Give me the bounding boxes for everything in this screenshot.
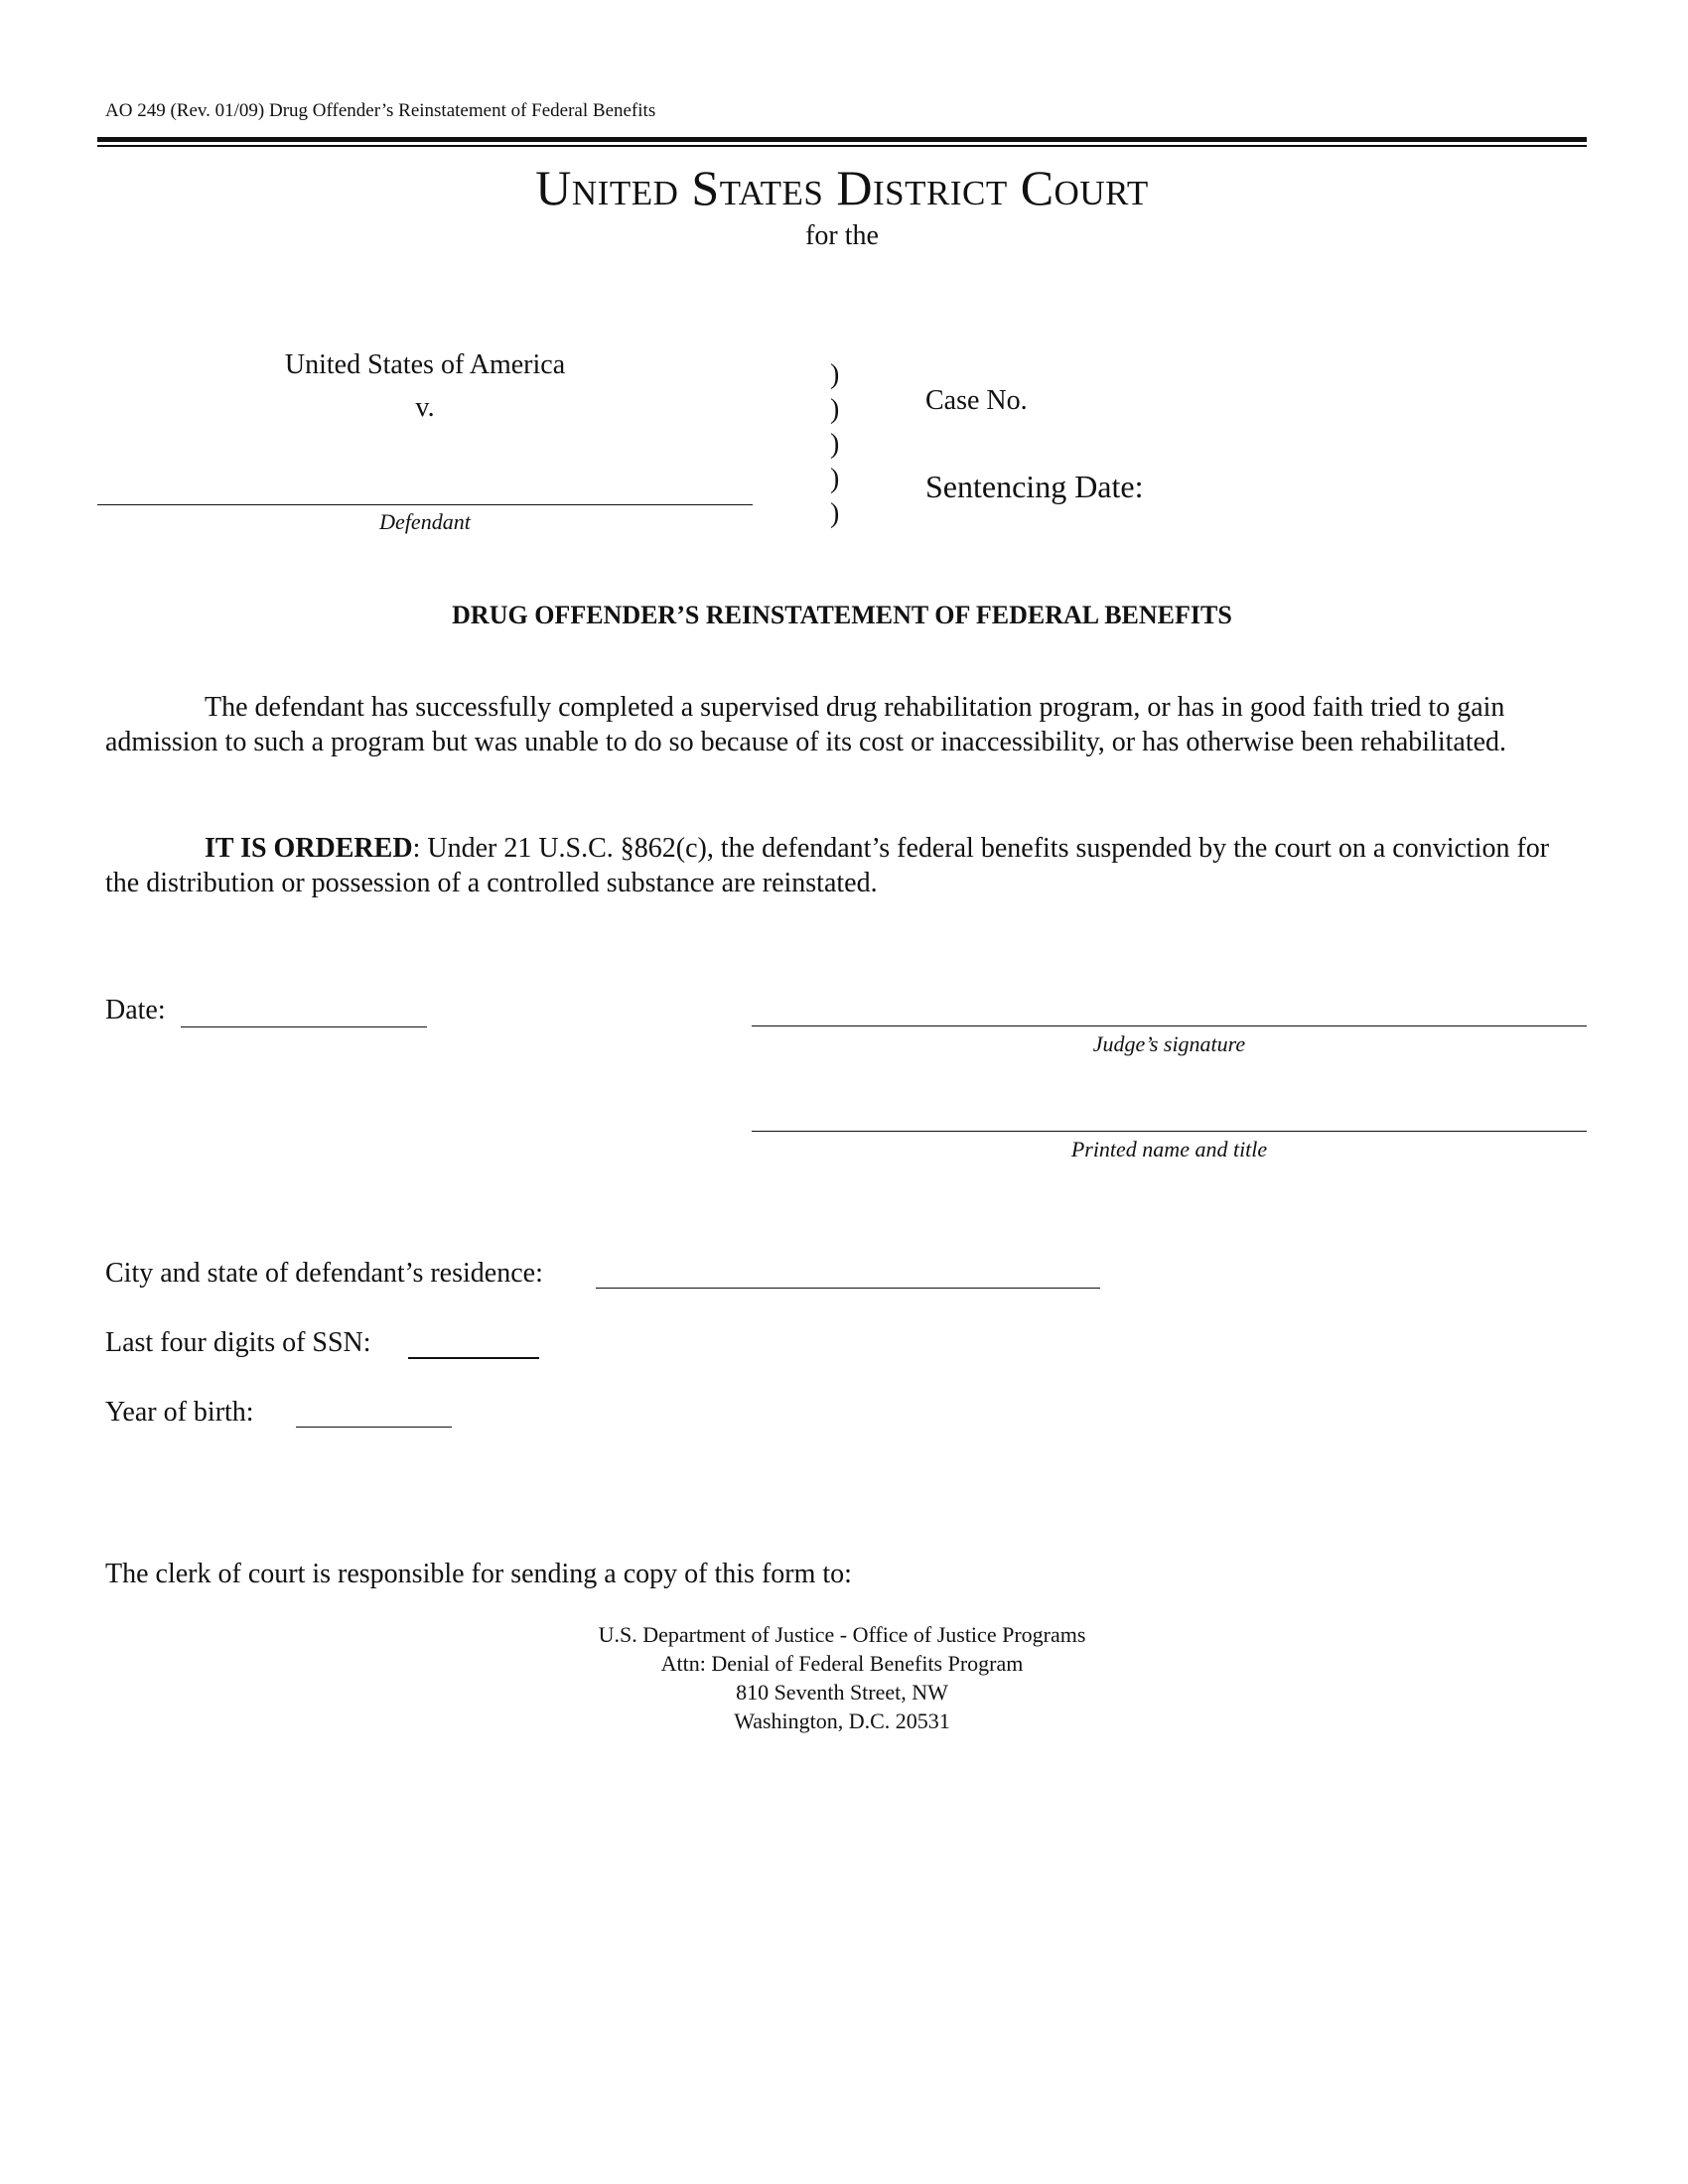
header-rule-thick — [97, 137, 1587, 142]
court-title: United States District Court — [535, 160, 1149, 215]
header-rule-thin — [97, 145, 1587, 147]
versus-label: v. — [415, 392, 435, 423]
address-line: U.S. Department of Justice - Office of Justice Programs — [598, 1622, 1086, 1647]
date-label: Date: — [105, 995, 166, 1025]
residence-field[interactable] — [596, 1288, 1100, 1289]
ssn-label: Last four digits of SSN: — [105, 1327, 371, 1358]
birth-year-field[interactable] — [296, 1427, 452, 1428]
address-line: Washington, D.C. 20531 — [734, 1708, 950, 1733]
document-heading: DRUG OFFENDER’S REINSTATEMENT OF FEDERAL BENEFITS — [452, 601, 1232, 629]
rehabilitation-paragraph: The defendant has successfully completed a supervised drug rehabilitation program, or has in good faith tried to gain admission to such a program but was unable to do so because of its cost or inaccessibility, or has otherwise been rehabilitated. — [105, 692, 1507, 757]
printed-name-field[interactable] — [752, 1131, 1587, 1132]
caption-paren: ) — [830, 498, 840, 529]
plaintiff-name: United States of America — [284, 349, 566, 380]
order-lead: IT IS ORDERED — [205, 833, 413, 864]
judge-signature-label: Judge’s signature — [1092, 1031, 1246, 1056]
order-paragraph — [105, 831, 1587, 900]
defendant-label: Defendant — [379, 509, 471, 534]
defendant-name-field[interactable] — [97, 504, 753, 505]
residence-label: City and state of defendant’s residence: — [105, 1258, 543, 1289]
judge-signature-field[interactable] — [752, 1025, 1587, 1026]
address-line: 810 Seventh Street, NW — [736, 1680, 948, 1705]
caption-paren: ) — [830, 394, 840, 425]
caption-paren: ) — [830, 429, 840, 460]
case-number-label: Case No. — [925, 385, 1028, 416]
order-text: : Under 21 U.S.C. §862(c), the defendant’s federal benefits suspended by the court on a conviction for the distribution or possession of a controlled substance are reinstated. — [105, 833, 1550, 898]
date-field[interactable] — [181, 1026, 427, 1027]
form-identifier: AO 249 (Rev. 01/09) Drug Offender’s Reinstatement of Federal Benefits — [105, 100, 656, 121]
court-subtitle: for the — [805, 220, 879, 251]
address-line: Attn: Denial of Federal Benefits Program — [660, 1651, 1024, 1676]
clerk-instruction: The clerk of court is responsible for sending a copy of this form to: — [105, 1559, 852, 1589]
caption-paren: ) — [830, 359, 840, 390]
sentencing-date-label: Sentencing Date: — [925, 469, 1144, 504]
caption-paren: ) — [830, 464, 840, 494]
printed-name-label: Printed name and title — [1070, 1137, 1268, 1161]
birth-year-label: Year of birth: — [105, 1397, 254, 1428]
ssn-field[interactable] — [408, 1357, 539, 1359]
